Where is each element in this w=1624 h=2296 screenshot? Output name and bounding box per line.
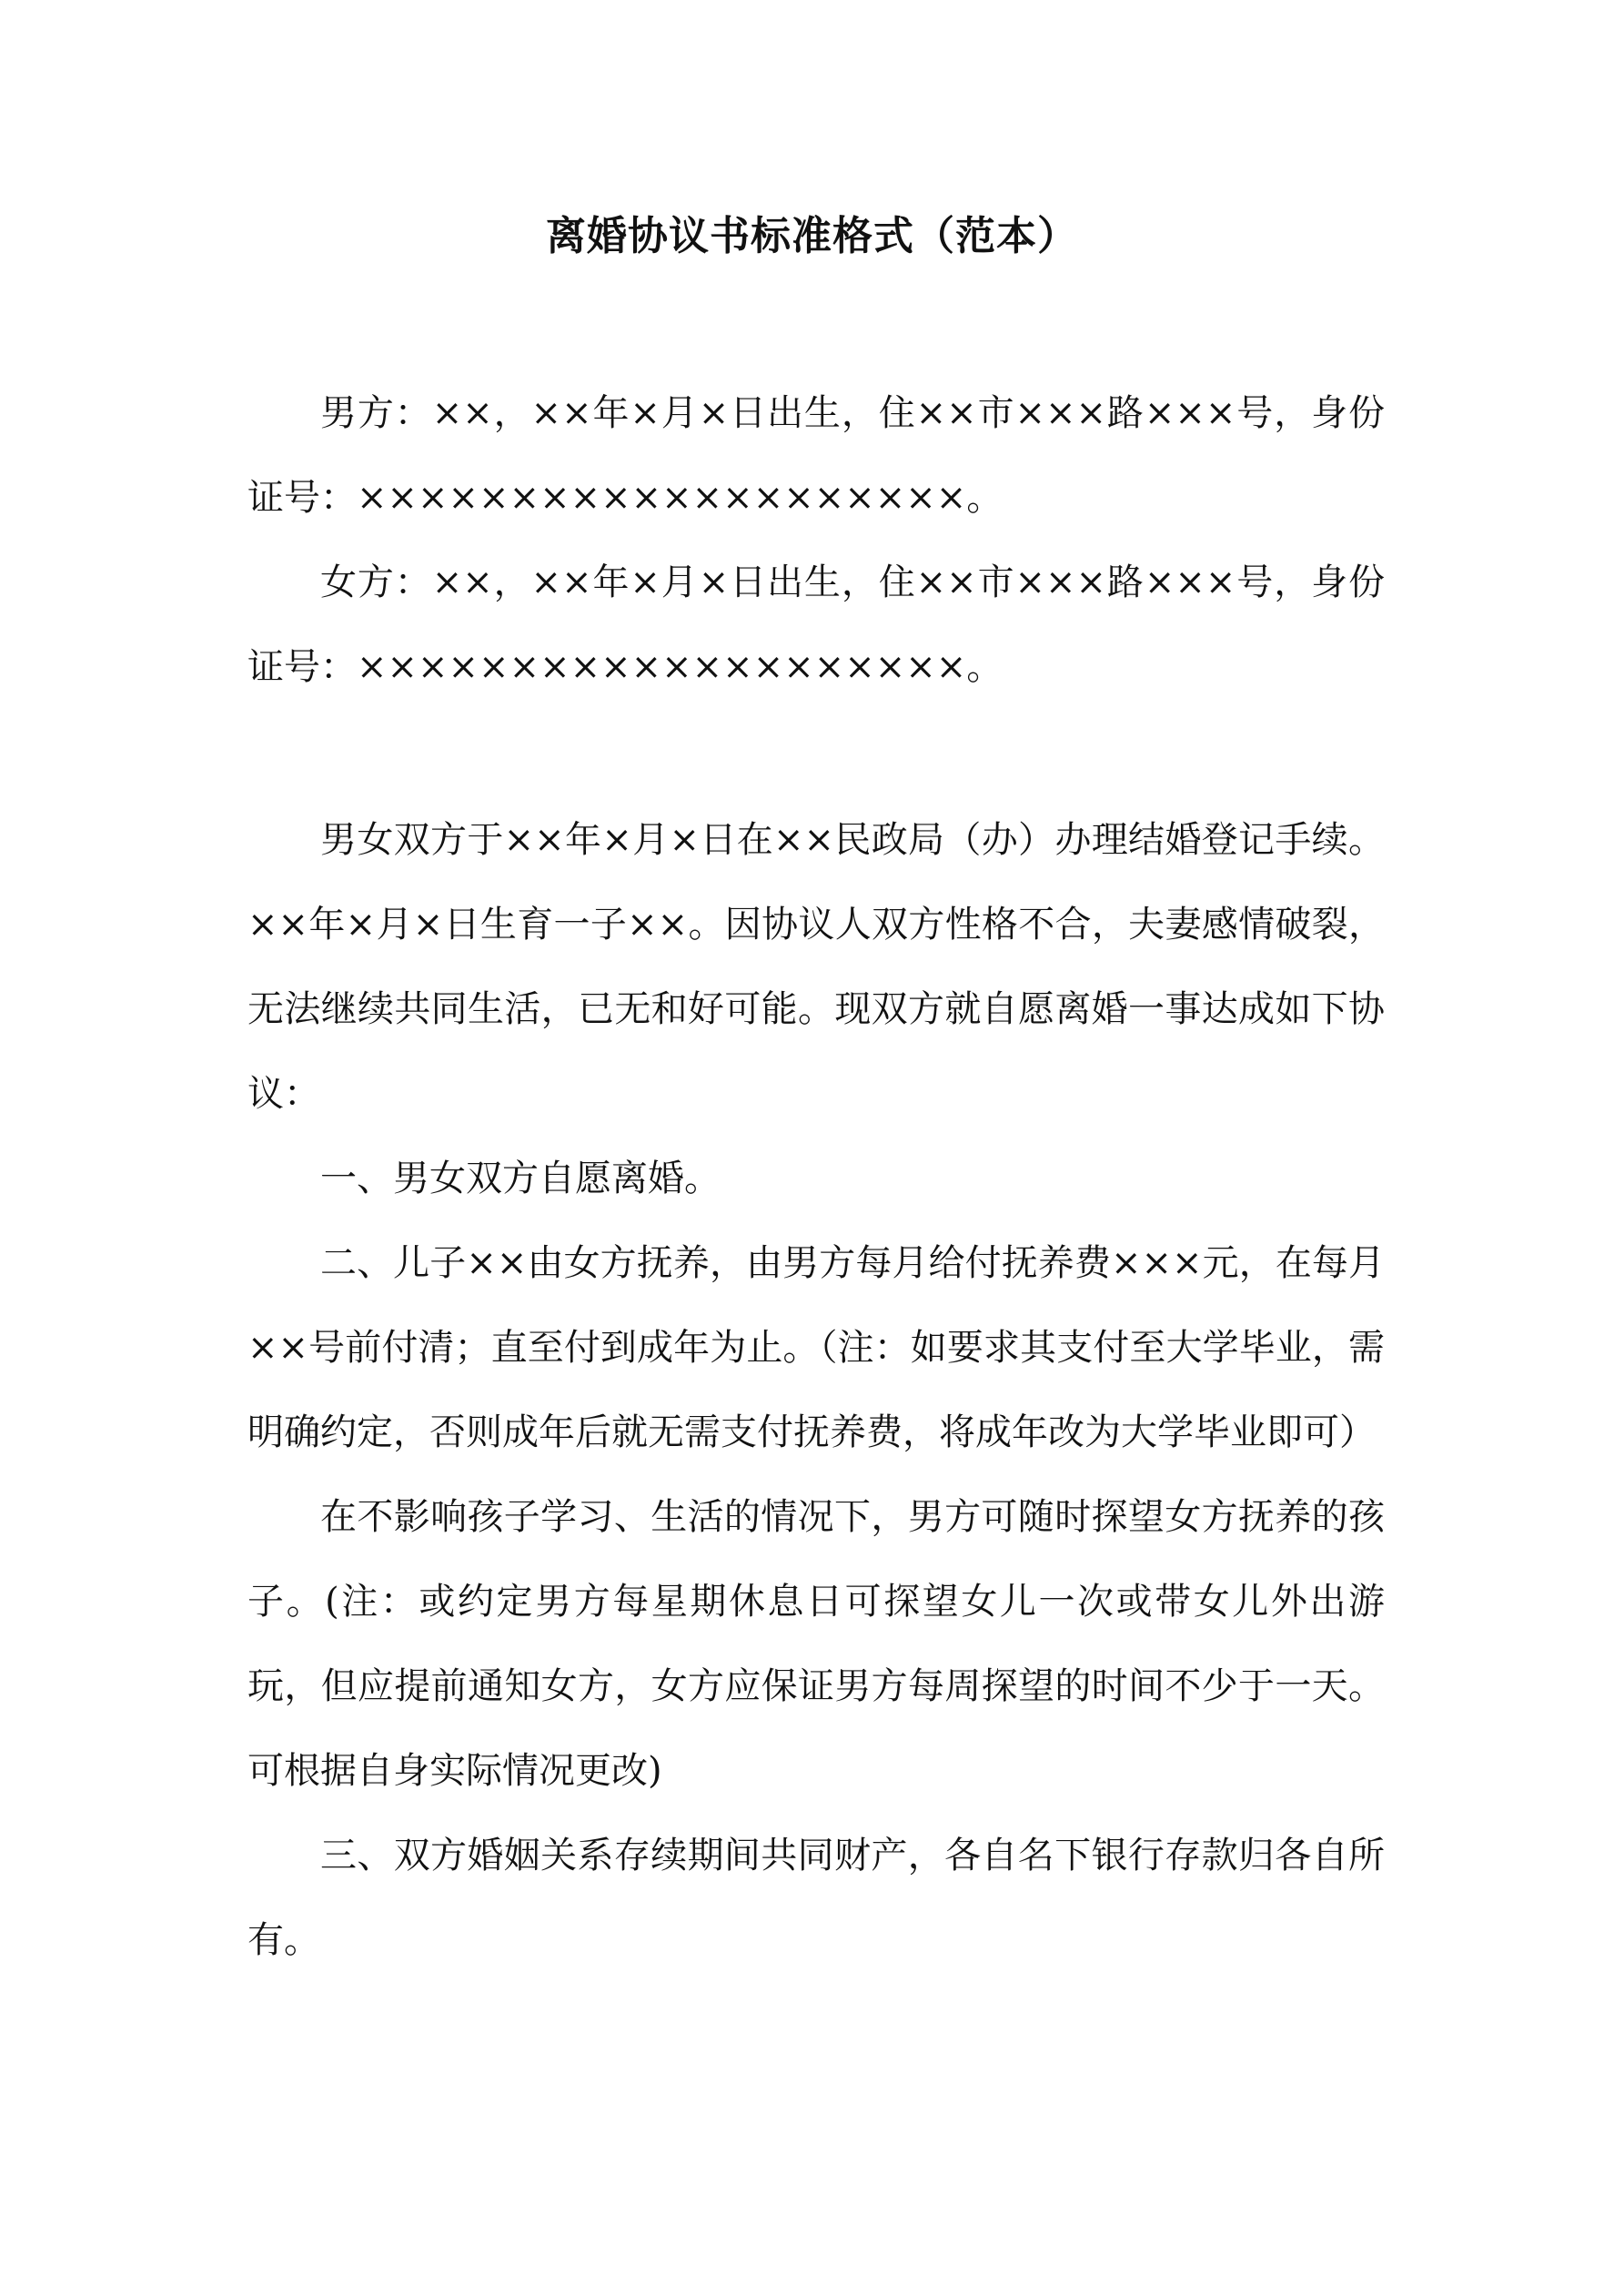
party-female-paragraph: 女方：××，××年×月×日出生，住××市×××路×××号，身份证号：××××××××××××××××××××。 [247,561,1385,688]
visitation-paragraph: 在不影响孩子学习、生活的情况下，男方可随时探望女方抚养的孩子。(注：或约定男方每星期休息日可探望女儿一次或带女儿外出游玩，但应提前通知女方，女方应保证男方每周探望的时间不少于一天。可根据自身实际情况更改) [247,1496,1385,1792]
parties-section [247,371,1385,710]
clause-2-paragraph: 二、儿子××由女方抚养，由男方每月给付抚养费×××元，在每月××号前付清；直至付到成年为止。（注：如要求其支付至大学毕业，需明确约定，否则成年后就无需支付抚养费，将成年改为大学毕业即可） [247,1242,1385,1453]
document-title: 离婚协议书标准格式（范本） [546,213,1078,259]
party-male-paragraph: 男方：××，××年×月×日出生，住××市×××路×××号，身份证号：××××××××××××××××××××。 [247,392,1385,519]
agreement-body [247,798,1385,1983]
marriage-background-paragraph: 男女双方于××年×月×日在××民政局（办）办理结婚登记手续。××年×月×日生育一子××。因协议人双方性格不合，夫妻感情破裂，无法继续共同生活，已无和好可能。现双方就自愿离婚一事达成如下协议： [247,819,1385,1115]
clause-3-paragraph: 三、双方婚姻关系存续期间共同财产，各自名下银行存款归各自所有。 [247,1835,1385,1961]
clause-1-paragraph: 一、男女双方自愿离婚。 [320,1158,721,1199]
